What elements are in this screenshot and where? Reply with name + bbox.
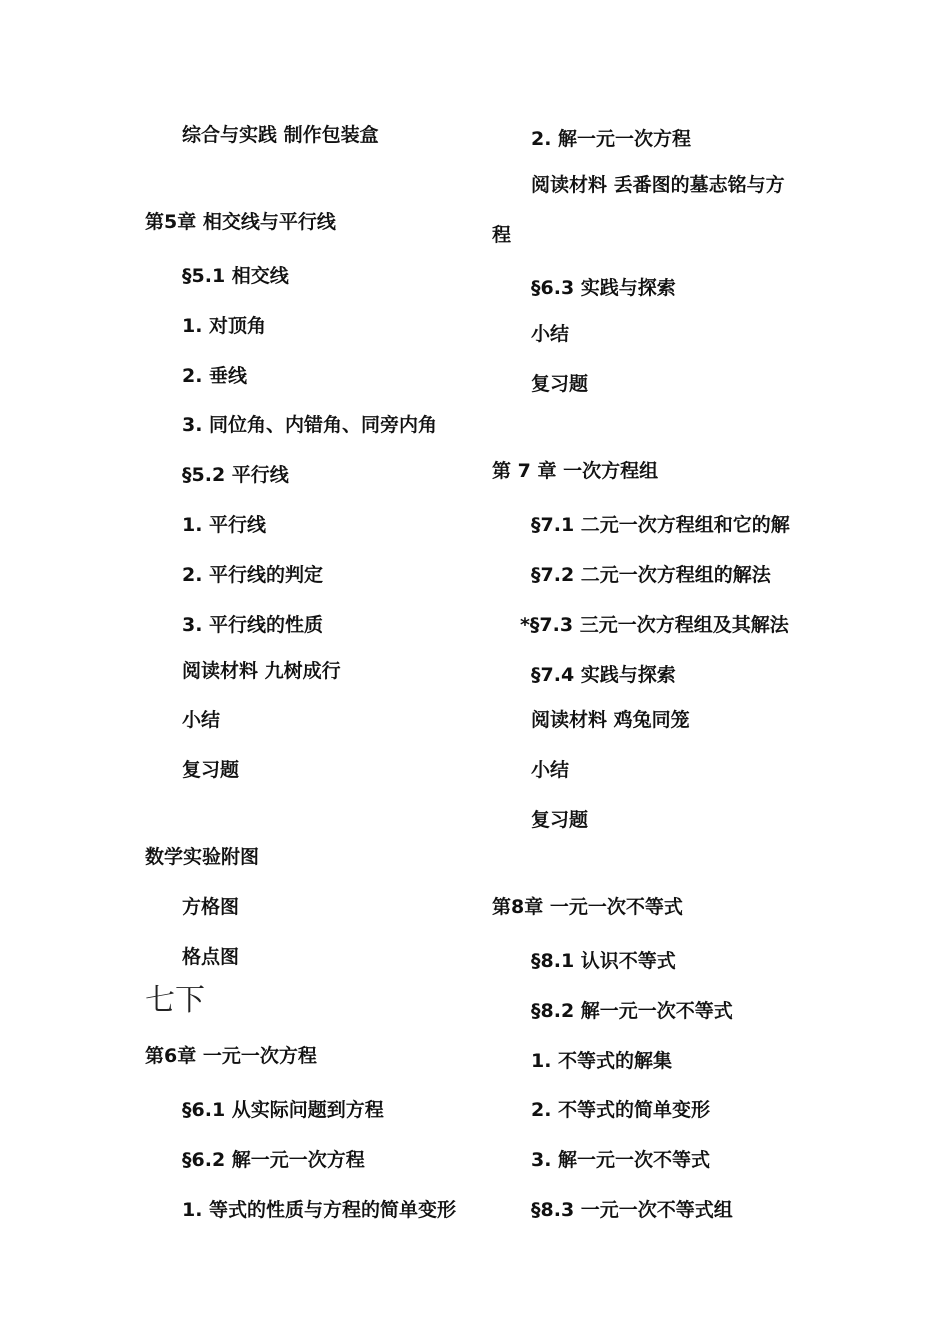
toc-section: §8.3 一元一次不等式组 — [531, 1199, 733, 1221]
toc-section-optional: *§7.3 三元一次方程组及其解法 — [520, 614, 789, 636]
toc-section: §6.1 从实际问题到方程 — [182, 1099, 384, 1121]
toc-chapter-heading: 第 7 章 一次方程组 — [492, 460, 659, 482]
toc-subsection: 2. 垂线 — [182, 365, 248, 387]
toc-volume-title: 七下 — [145, 983, 205, 1018]
toc-chapter-heading: 第8章 一元一次不等式 — [492, 896, 683, 918]
toc-activity: 综合与实践 制作包装盒 — [182, 124, 379, 146]
toc-subsection: 2. 不等式的简单变形 — [531, 1099, 711, 1121]
toc-appendix-item: 方格图 — [182, 896, 240, 918]
toc-chapter-heading: 第5章 相交线与平行线 — [145, 211, 336, 233]
toc-summary: 小结 — [531, 323, 570, 345]
toc-subsection: 1. 等式的性质与方程的简单变形 — [182, 1199, 457, 1221]
toc-reading: 阅读材料 九树成行 — [182, 660, 341, 682]
toc-subsection: 2. 解一元一次方程 — [531, 128, 692, 150]
toc-section: §6.2 解一元一次方程 — [182, 1149, 365, 1171]
toc-subsection: 3. 同位角、内错角、同旁内角 — [182, 414, 438, 436]
toc-section: §8.1 认识不等式 — [531, 950, 676, 972]
toc-subsection: 1. 平行线 — [182, 514, 267, 536]
toc-section: §6.3 实践与探索 — [531, 277, 676, 299]
toc-summary: 小结 — [531, 759, 570, 781]
toc-subsection: 1. 不等式的解集 — [531, 1050, 673, 1072]
toc-section: §7.2 二元一次方程组的解法 — [531, 564, 771, 586]
toc-appendix-heading: 数学实验附图 — [145, 846, 260, 868]
toc-section: §8.2 解一元一次不等式 — [531, 1000, 733, 1022]
toc-chapter-heading: 第6章 一元一次方程 — [145, 1045, 317, 1067]
toc-section: §7.1 二元一次方程组和它的解 — [531, 514, 790, 536]
toc-summary: 小结 — [182, 709, 221, 731]
toc-review: 复习题 — [531, 373, 589, 395]
toc-section: §5.2 平行线 — [182, 464, 289, 486]
toc-subsection: 2. 平行线的判定 — [182, 564, 324, 586]
toc-appendix-item: 格点图 — [182, 946, 240, 968]
toc-review: 复习题 — [531, 809, 589, 831]
toc-review: 复习题 — [182, 759, 240, 781]
toc-reading: 阅读材料 鸡兔同笼 — [531, 709, 690, 731]
toc-reading-continued: 程 — [492, 224, 512, 246]
toc-subsection: 1. 对顶角 — [182, 315, 267, 337]
toc-reading: 阅读材料 丢番图的墓志铭与方 — [531, 174, 785, 196]
toc-subsection: 3. 解一元一次不等式 — [531, 1149, 711, 1171]
toc-subsection: 3. 平行线的性质 — [182, 614, 324, 636]
toc-section: §7.4 实践与探索 — [531, 664, 676, 686]
toc-section: §5.1 相交线 — [182, 265, 289, 287]
